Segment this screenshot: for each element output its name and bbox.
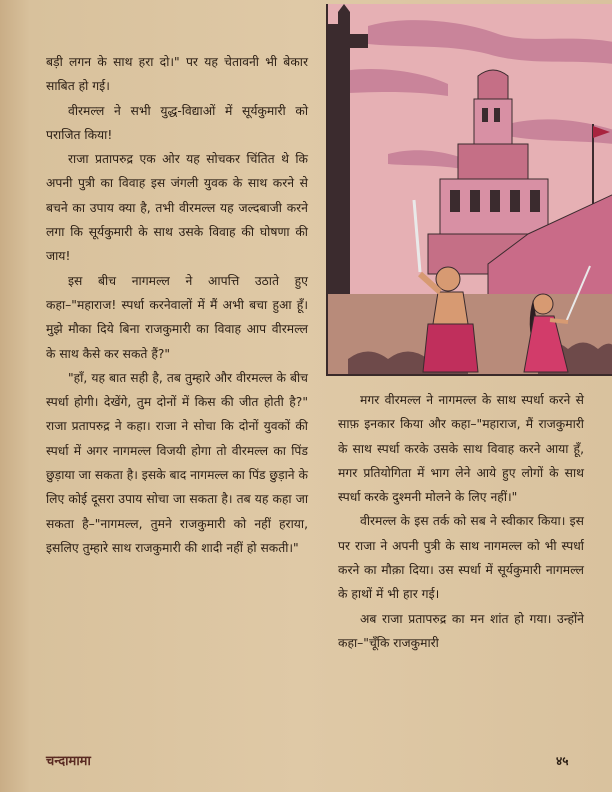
left-text-column [46,50,308,560]
tower-cornice [328,34,368,48]
paragraph: अब राजा प्रतापरुद्र का मन शांत हो गया। उन्होंने कहा–"चूँकि राजकुमारी [338,611,584,650]
magazine-name: चन्दामामा [46,754,91,769]
paragraph: मगर वीरमल्ल ने नागमल्ल के साथ स्पर्धा करने से साफ़ इनकार किया और कहा–"महाराज, मैं राजकुमारी के साथ स्पर्धा करके उसके साथ विवाह करने आया हूँ, मगर प्रतियोगिता में भाग लेने आये हुए लोगों के साथ स्पर्धा करके दुश्मनी मोलने के लिए नहीं।" [338,393,584,505]
paragraph: वीरमल्ल के इस तर्क को सब ने स्वीकार किया। इस पर राजा ने अपनी पुत्री के साथ नागमल्ल को भी स्पर्धा करने का मौक़ा दिया। उस स्पर्धा में सूर्यकुमारी नागमल्ल के हाथों में भी हार गई। [338,514,584,602]
paragraph: इस बीच नागमल्ल ने आपत्ति उठाते हुए कहा–"महाराज! स्पर्धा करनेवालों में मैं अभी बचा हुआ हूँ। मुझे मौका दिये बिना राजकुमारी का विवाह आप वीरमल्ल के साथ कैसे कर सकते हैं?" [46,273,308,361]
paragraph: राजा प्रतापरुद्र एक ओर यह सोचकर चिंतित थे कि अपनी पुत्री का विवाह इस जंगली युवक के साथ करने से बचने का उपाय क्या है, तभी वीरमल्ल यह जल्दबाजी करने लगा कि सूर्यकुमारी के साथ उसके विवाह की घोषणा की जाय! [46,152,308,264]
story-illustration [326,4,612,376]
paragraph: वीरमल्ल ने सभी युद्ध-विद्याओं में सूर्यकुमारी को पराजित किया! [46,103,308,142]
paragraph: "हाँ, यह बात सही है, तब तुम्हारे और वीरमल्ल के बीच स्पर्धा होगी। देखेंगे, तुम दोनों में किस की जीत होती है?" राजा प्रतापरुद्र ने कहा। राजा ने सोचा कि दोनों युवकों की स्पर्धा में अगर नागमल्ल विजयी होगा तो वीरमल्ल का पिंड छुड़ाया जा सकता है। इसके बाद नागमल्ल का पिंड छुड़ाने के लिए कोई दूसरा उपाय सोचा जा सकता है। तब यह कहा जा सकता है–"नागमल्ल, तुमने राजकुमारी को नहीं हराया, इसलिए तुम्हारे साथ राजकुमारी की शादी नहीं हो सकती।" [46,370,308,555]
sword-duel-illustration [328,4,612,374]
paragraph: बड़ी लगन के साथ हरा दो।" पर यह चेतावनी भी बेकार साबित हो गई। [46,55,308,94]
right-text-column [338,388,584,655]
page-number: ४५ [556,754,569,768]
